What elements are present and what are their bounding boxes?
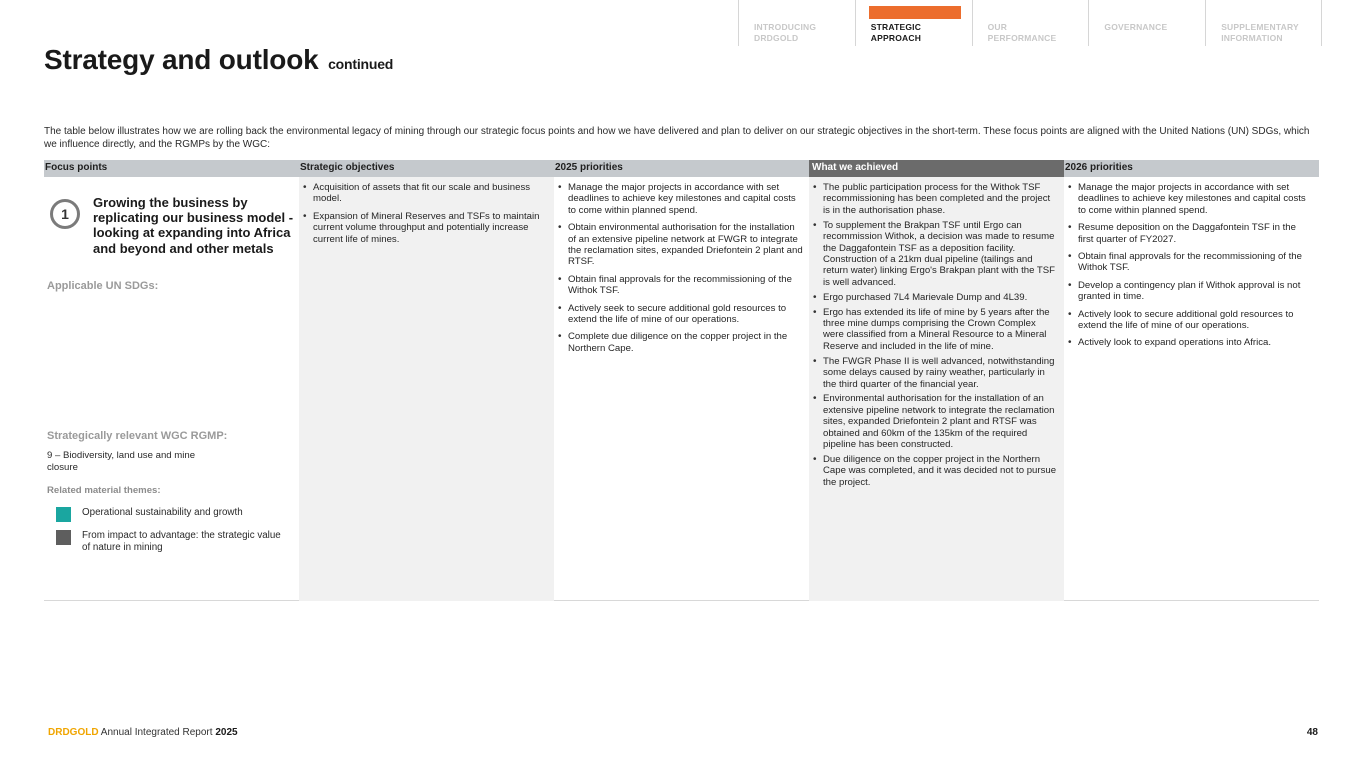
rgmp-text: 9 – Biodiversity, land use and mine closure [47, 450, 196, 473]
list-item: • Obtain final approvals for the recommissioning of the Withok TSF. [558, 274, 803, 297]
achieved-cell [809, 177, 1064, 601]
table-row [44, 177, 1319, 601]
tab-governance[interactable] [1088, 0, 1205, 46]
rgmp-heading: Strategically relevant WGC RGMP: [47, 430, 228, 442]
list-item: • Develop a contingency plan if Withok approval is not granted in time. [1068, 280, 1313, 303]
tab-strategic-approach[interactable] [855, 0, 972, 46]
tab-label: INTRODUCING DRDGOLD [754, 22, 817, 43]
footer-brand: DRDGOLD [48, 727, 99, 738]
list-item: • Actively look to expand operations into Africa. [1068, 337, 1313, 348]
priorities-2026-list [1064, 177, 1319, 349]
list-item: • Manage the major projects in accordance with set deadlines to achieve key milestones and capital costs to come within planned spend. [558, 182, 803, 216]
list-item: • Ergo purchased 7L4 Marievale Dump and 4L39. [813, 292, 1058, 303]
page-title [44, 44, 393, 76]
tab-label: OUR PERFORMANCE [987, 22, 1057, 43]
priorities-2026-cell [1064, 177, 1319, 601]
footer-report-name: Annual Integrated Report [100, 727, 213, 738]
priorities-2025-cell [554, 177, 809, 601]
achieved-list [809, 177, 1064, 488]
header-focus-points: Focus points [45, 162, 108, 173]
material-theme-item [56, 530, 282, 554]
sdg-heading: Applicable UN SDGs: [47, 280, 159, 292]
header-2025-priorities: 2025 priorities [555, 162, 623, 173]
strategy-table [44, 160, 1319, 601]
tab-label: STRATEGIC APPROACH [870, 22, 922, 43]
theme-color-swatch [56, 507, 71, 522]
list-item: • Obtain environmental authorisation for the installation of an extensive pipeline network at FWGR to integrate the reclamation sites, expanded Driefontein 2 plant and RTSF. [558, 222, 803, 268]
tab-introducing-drdgold[interactable] [738, 0, 855, 46]
list-item: • The FWGR Phase II is well advanced, notwithstanding some delays caused by rainy weather, particularly in the third quarter of the financial year. [813, 356, 1058, 390]
list-item: • Actively look to secure additional gold resources to extend the life of mine of our operations. [1068, 309, 1313, 332]
tab-our-performance[interactable] [972, 0, 1089, 46]
list-item: • Manage the major projects in accordance with set deadlines to achieve key milestones and capital costs to come within planned spend. [1068, 182, 1313, 216]
intro-paragraph: The table below illustrates how we are rolling back the environmental legacy of mining through our strategic focus points and how we have delivered and plan to deliver on our strategic objectives in the short-term. These focus points are aligned with the United Nations (UN) SDGs, which we influence directly, and the RGMPs by the WGC: [44, 126, 1310, 150]
list-item: • Complete due diligence on the copper project in the Northern Cape. [558, 331, 803, 354]
footer-year: 2025 [215, 727, 238, 738]
active-tab-indicator [869, 6, 961, 19]
tab-label: GOVERNANCE [1104, 22, 1168, 32]
list-item: • Actively seek to secure additional gold resources to extend the life of mine of our operations. [558, 303, 803, 326]
list-item: • The public participation process for the Withok TSF recommissioning has been completed and the project is in the authorisation phase. [813, 182, 1058, 216]
list-item: • Environmental authorisation for the installation of an extensive pipeline network to integrate the reclamation sites, expanded Driefontein 2 plant and RTSF was obtained and 60km of the 135km of the required pipeline has been constructed. [813, 393, 1058, 450]
strategic-objectives-cell [299, 177, 554, 601]
tab-supplementary-information[interactable] [1205, 0, 1322, 46]
header-strategic-objectives: Strategic objectives [300, 162, 395, 173]
table-header-row [44, 160, 1319, 177]
list-item: • Resume deposition on the Daggafontein TSF in the first quarter of FY2027. [1068, 222, 1313, 245]
priorities-2025-list [554, 177, 809, 354]
footer [48, 727, 238, 738]
material-theme-item [56, 507, 282, 522]
page-title-suffix: continued [328, 56, 394, 72]
page-number: 48 [1306, 727, 1318, 738]
tab-label: SUPPLEMENTARY INFORMATION [1221, 22, 1299, 43]
material-themes-heading: Related material themes: [47, 485, 161, 496]
objectives-list [299, 177, 554, 245]
header-2026-priorities: 2026 priorities [1065, 162, 1133, 173]
theme-label: From impact to advantage: the strategic value of nature in mining [82, 530, 281, 553]
list-item: • Obtain final approvals for the recommissioning of the Withok TSF. [1068, 251, 1313, 274]
page-title-text: Strategy and outlook [44, 44, 319, 75]
header-what-we-achieved: What we achieved [809, 160, 1064, 177]
theme-label: Operational sustainability and growth [82, 507, 243, 518]
theme-color-swatch [56, 530, 71, 545]
list-item: • Expansion of Mineral Reserves and TSFs to maintain current volume throughput and potentially increase current life of mines. [303, 211, 548, 245]
section-nav [738, 0, 1322, 46]
focus-number-badge: 1 [50, 199, 80, 229]
list-item: • To supplement the Brakpan TSF until Ergo can recommission Withok, a decision was made to resume the Daggafontein TSF as a deposition facility. Construction of a 21km dual pipeline (tailings and return water) linking Ergo's Brakpan plant with the TSF is well advanced. [813, 220, 1058, 288]
list-item: • Due diligence on the copper project in the Northern Cape was completed, and it was decided not to pursue the project. [813, 454, 1058, 488]
list-item: • Ergo has extended its life of mine by 5 years after the three mine dumps comprising the Crown Complex were classified from a Mineral Resource to a Mineral Reserve and included in the life of mine. [813, 307, 1058, 353]
focus-points-cell [44, 177, 299, 601]
focus-point-title: Growing the business by replicating our business model - looking at expanding into Africa and beyond and other metals [93, 195, 294, 256]
list-item: • Acquisition of assets that fit our scale and business model. [303, 182, 548, 205]
